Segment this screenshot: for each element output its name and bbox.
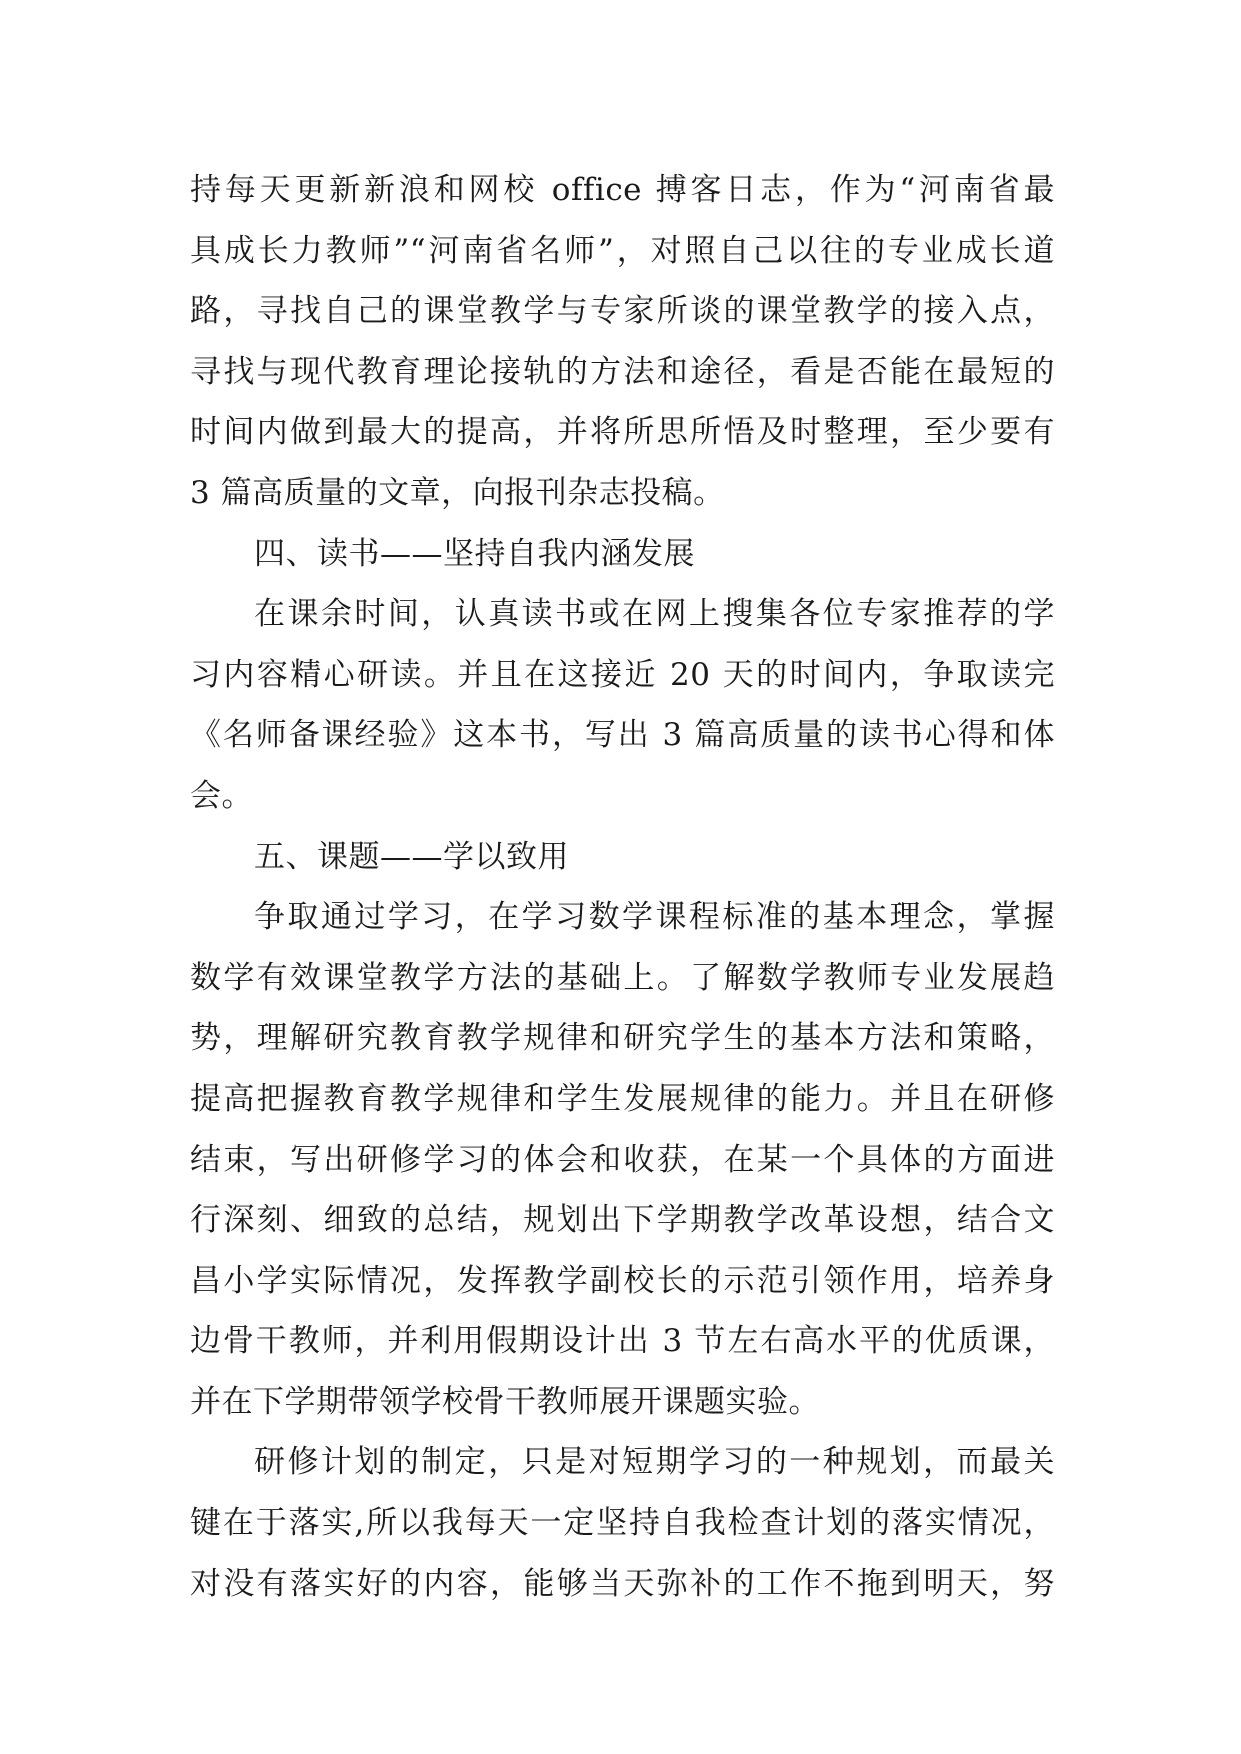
text-line: 寻找与现代教育理论接轨的方法和途径，看是否能在最短的 [190,353,1055,390]
text-line: 四、读书——坚持自我内涵发展 [254,535,695,572]
text-line: 在课余时间，认真读书或在网上搜集各位专家推荐的学 [254,596,1055,633]
text-line: 会。 [190,777,253,814]
text-line: 习内容精心研读。并且在这接近 20 天的时间内，争取读完 [190,656,1055,693]
text-line: 持每天更新新浪和网校 office 搏客日志，作为“河南省最 [190,172,1055,208]
document-body [190,160,1055,1614]
text-line: 行深刻、细致的总结，规划出下学期教学改革设想，结合文 [190,1202,1055,1239]
text-line: 具成长力教师”“河南省名师”，对照自己以往的专业成长道 [190,232,1055,269]
text-line: 键在于落实,所以我每天一定坚持自我检查计划的落实情况， [190,1505,1055,1542]
text-line: 并在下学期带领学校骨干教师展开课题实验。 [190,1383,820,1420]
text-line: 研修计划的制定，只是对短期学习的一种规划，而最关 [254,1444,1055,1481]
text-line: 昌小学实际情况，发挥教学副校长的示范引领作用，培养身 [190,1262,1055,1299]
text-line: 时间内做到最大的提高，并将所思所悟及时整理，至少要有 [190,414,1055,451]
text-line: 数学有效课堂教学方法的基础上。了解数学教师专业发展趋 [190,959,1055,996]
text-line: 3 篇高质量的文章，向报刊杂志投稿。 [190,474,725,511]
text-line: 五、课题——学以致用 [254,838,569,875]
text-line: 边骨干教师，并利用假期设计出 3 节左右高水平的优质课， [190,1323,1055,1360]
text-line: 路，寻找自己的课堂教学与专家所谈的课堂教学的接入点， [190,293,1055,330]
text-line: 结束，写出研修学习的体会和收获，在某一个具体的方面进 [190,1141,1055,1178]
text-line: 提高把握教育教学规律和学生发展规律的能力。并且在研修 [190,1080,1055,1117]
text-line: 对没有落实好的内容，能够当天弥补的工作不拖到明天，努 [190,1565,1055,1602]
text-line: 势，理解研究教育教学规律和研究学生的基本方法和策略， [190,1020,1055,1057]
text-line: 《名师备课经验》这本书，写出 3 篇高质量的读书心得和体 [190,717,1055,754]
text-line: 争取通过学习，在学习数学课程标准的基本理念，掌握 [254,899,1055,936]
